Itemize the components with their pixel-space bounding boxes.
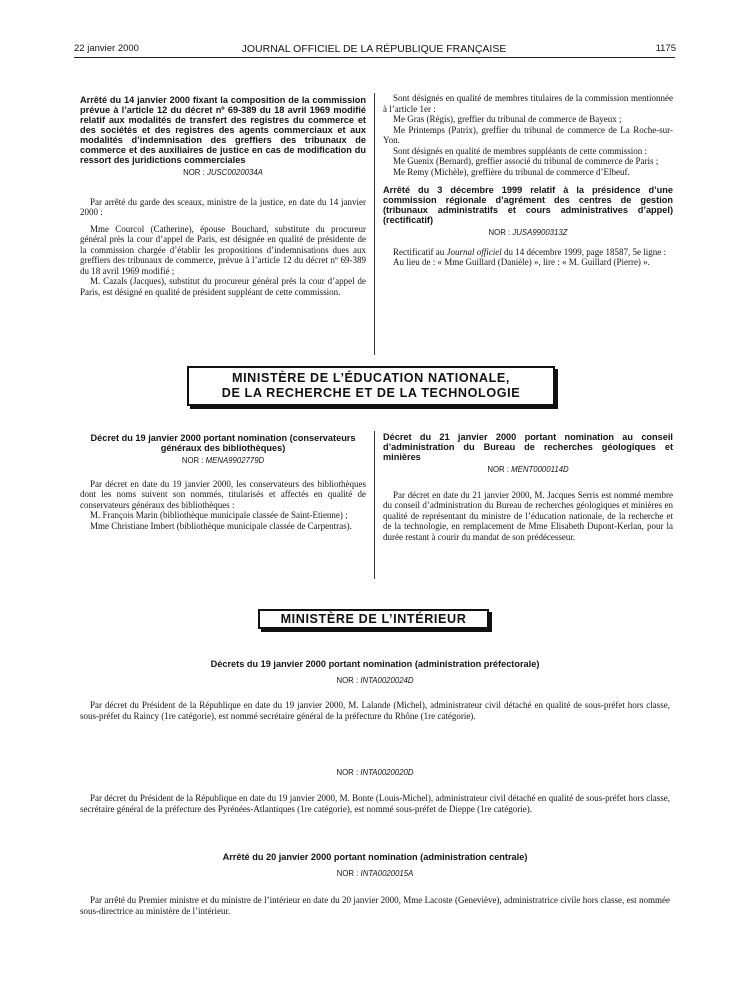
paragraph: Sont désignés en qualité de membres titulaires de la commission mentionnée à l’article 1er : (383, 93, 673, 114)
nor-label: NOR : (336, 768, 359, 777)
nor-label: NOR : (488, 228, 511, 237)
nor-label: NOR : (181, 456, 204, 465)
section-title: Arrêté du 14 janvier 2000 fixant la composition de la commission prévue à l’article 12 du décret nº 69-389 du 18 avril 1969 modifié relatif aux modalités de transfert des registres du commerce et des sociétés et des registres des agents commerciaux et aux modalités d’indemnisation des greffiers des tribunaux de commerce et des auxiliaires de justice en cas de modification du ressort des juridictions commerciales (80, 95, 366, 165)
section-right-column (383, 93, 673, 268)
nor-reference (80, 768, 670, 777)
paragraph-lacoste: Par arrêté du Premier ministre et du ministre de l’intérieur en date du 20 janvier 2000, Mme Lacoste (Geneviève), administratrice civile hors classe, est nommée sous-directrice au ministère de l’intérieur. (80, 895, 670, 916)
ministry-heading-interieur: MINISTÈRE DE L’INTÉRIEUR (258, 609, 489, 629)
section-title: Décret du 21 janvier 2000 portant nomination au conseil d’administration du Bureau de recherches géologiques et minières (383, 432, 673, 462)
paragraph: Rectificatif au Journal officiel du 14 décembre 1999, page 18587, 5e ligne : (393, 246, 666, 257)
nor-code: INTA0020024D (360, 676, 414, 685)
column-rule (374, 93, 375, 355)
nor-reference (383, 228, 673, 239)
section-title-arrete-20-janvier: Arrêté du 20 janvier 2000 portant nomination (administration centrale) (222, 852, 528, 862)
paragraph: Par décret en date du 19 janvier 2000, les conservateurs des bibliothèques dont les noms suivent son nommés, titularisés et affectés en qualité de conservateurs généraux des bibliothèques : (80, 478, 366, 510)
paragraph: Me Guenix (Bernard), greffier associé du tribunal de commerce de Paris ; (393, 156, 659, 166)
ministry-heading-education: MINISTÈRE DE L’ÉDUCATION NATIONALE, DE LA RECHERCHE ET DE LA TECHNOLOGIE (187, 366, 555, 406)
section-decret-21-janvier-brgm (383, 432, 673, 542)
nor-reference (80, 456, 366, 467)
paragraph: Me Remy (Michèle), greffière du tribunal de commerce d’Elbeuf. (393, 166, 630, 177)
nor-code: JUSA9900313Z (512, 228, 568, 237)
paragraph: Mme Courcol (Catherine), épouse Bouchard, substitute du procureur général près la cour d’appel de Paris, est désignée en qualité de présidente de la commission chargée d’établir les propositions d’indemnisations dues aux greffiers des tribunaux de commerce, prévue à l’article 12 du décret nº 69-389 du 18 avril 1969 modifié ; (80, 223, 366, 276)
nor-label: NOR : (487, 465, 509, 474)
nor-code: INTA0020020D (360, 768, 414, 777)
paragraph: Me Printemps (Patrix), greffier du tribunal de commerce de La Roche-sur-Yon. (383, 124, 673, 145)
section-title-arrete-3-decembre: Arrêté du 3 décembre 1999 relatif à la présidence d’une commission régionale d’agrément des centres de gestion (tribunaux administratifs et cours administratives d’appel) (rectificatif) (383, 185, 673, 225)
column-rule (374, 431, 375, 579)
nor-code: JUSC0020034A (206, 168, 263, 177)
nor-code: MENT0000114D (511, 465, 569, 474)
paragraph: Sont désignés en qualité de membres suppléants de cette commission : (393, 145, 647, 156)
nor-reference (383, 465, 673, 476)
nor-label: NOR : (336, 676, 359, 685)
section-arrete-14-janvier (80, 95, 366, 297)
nor-label: NOR : (336, 869, 359, 878)
page-number: 1175 (655, 43, 676, 54)
section-decret-19-janvier-bibliotheques (80, 433, 366, 531)
nor-reference (80, 168, 366, 179)
section-title-decrets-prefectorale: Décrets du 19 janvier 2000 portant nomination (administration préfectorale) (210, 659, 540, 669)
nor-label: NOR : (183, 168, 205, 177)
paragraph: Me Gras (Régis), greffier du tribunal de commerce de Bayeux ; (393, 114, 622, 124)
header-date: 22 janvier 2000 (74, 43, 139, 54)
paragraph-bonte: Par décret du Président de la République en date du 19 janvier 2000, M. Bonte (Louis-Michel), administrateur civil détaché en qualité de sous-préfet hors classe, secrétaire général de la préfecture des Pyrénées-Atlantiques (1re catégorie), est nommé sous-préfet de Dieppe (1re catégorie). (80, 793, 670, 814)
paragraph: M. François Marin (bibliothèque municipale classée de Saint-Etienne) ; (90, 510, 348, 520)
nor-code: MENA9902779D (205, 456, 265, 465)
paragraph: Mme Christiane Imbert (bibliothèque municipale classée de Carpentras). (90, 520, 352, 531)
header-rule (74, 57, 675, 58)
paragraph: M. Cazals (Jacques), substitut du procureur général près la cour d’appel de Paris, est désigné en qualité de président suppléant de cette commission. (80, 276, 366, 297)
paragraph: Au lieu de : « Mme Guillard (Danièle) », lire : « M. Guillard (Pierre) ». (393, 257, 650, 267)
section-title: Décret du 19 janvier 2000 portant nomination (conservateurs généraux des bibliothèques) (90, 433, 356, 453)
paragraph: Par décret en date du 21 janvier 2000, M. Jacques Serris est nommé membre du conseil d’administration du Bureau de recherches géologiques et minières en qualité de représentant du ministre de l’éducation nationale, de la recherche et de la technologie, en remplacement de Mme Elisabeth Dupont-Kerlan, pour la durée restant à courir du mandat de son prédécesseur. (383, 489, 673, 542)
nor-code: INTA0020015A (360, 869, 414, 878)
journal-title: JOURNAL OFFICIEL DE LA RÉPUBLIQUE FRANÇAISE (241, 43, 507, 55)
nor-reference (80, 869, 670, 878)
paragraph-lalande: Par décret du Président de la République en date du 19 janvier 2000, M. Lalande (Michel), administrateur civil détaché en qualité de sous-préfet hors classe, sous-préfet du Raincy (1re catégorie), est nommé secrétaire général de la préfecture du Rhône (1re catégorie). (80, 700, 670, 721)
paragraph: Par arrêté du garde des sceaux, ministre de la justice, en date du 14 janvier 2000 : (80, 196, 366, 217)
nor-reference (80, 676, 670, 685)
